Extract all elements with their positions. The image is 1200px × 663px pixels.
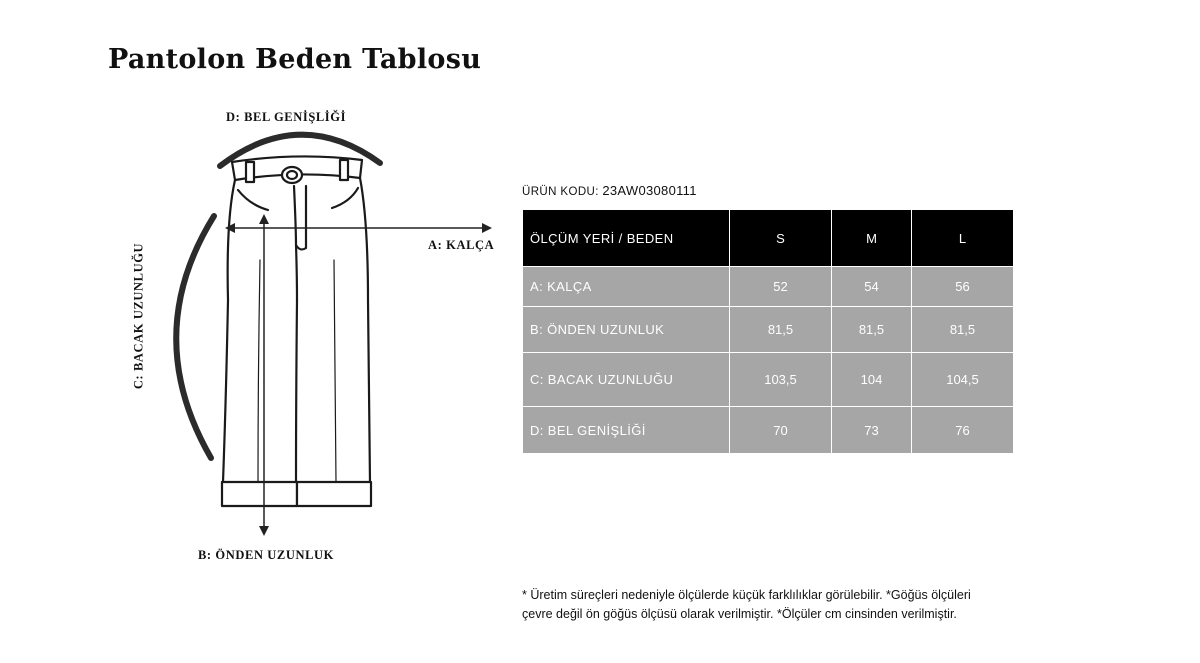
header-measure: ÖLÇÜM YERİ / BEDEN [523,210,730,267]
hip-arrow [225,223,492,233]
cell-value: 54 [831,267,911,307]
product-code-label: ÜRÜN KODU: [522,186,599,198]
front-length-label: B: ÖNDEN UZUNLUK [198,548,334,562]
hip-label: A: KALÇA [428,238,495,252]
pants-diagram [0,0,520,600]
product-code-value: 23AW03080111 [602,183,697,198]
product-code [522,183,697,198]
table-row [523,353,1014,407]
cell-value: 81,5 [831,307,911,353]
pants-outline [222,156,371,506]
footnote [522,586,1102,624]
footnote-line: çevre değil ön göğüs ölçüsü olarak verilmiştir. *Ölçüler cm cinsinden verilmiştir. [522,607,957,621]
size-table [522,209,1014,454]
leg-length-label: C: BACAK UZUNLUĞU [131,242,146,390]
table-header-row [523,210,1014,267]
cell-value: 104 [831,353,911,407]
row-label: B: ÖNDEN UZUNLUK [523,307,730,353]
table-row [523,267,1014,307]
table-row [523,407,1014,454]
footnote-line: * Üretim süreçleri nedeniyle ölçülerde küçük farklılıklar görülebilir. *Göğüs ölçüleri [522,588,971,602]
cell-value: 73 [831,407,911,454]
header-size-m: M [831,210,911,267]
cell-value: 81,5 [911,307,1013,353]
cell-value: 70 [730,407,832,454]
row-label: C: BACAK UZUNLUĞU [523,353,730,407]
cell-value: 56 [911,267,1013,307]
cell-value: 76 [911,407,1013,454]
page-title: Pantolon Beden Tablosu [108,44,482,75]
row-label: A: KALÇA [523,267,730,307]
header-size-s: S [730,210,832,267]
header-size-l: L [911,210,1013,267]
waist-label: D: BEL GENİŞLİĞİ [226,110,347,124]
cell-value: 52 [730,267,832,307]
table-row [523,307,1014,353]
cell-value: 104,5 [911,353,1013,407]
cell-value: 81,5 [730,307,832,353]
row-label: D: BEL GENİŞLİĞİ [523,407,730,454]
cell-value: 103,5 [730,353,832,407]
leg-arc [176,216,214,458]
